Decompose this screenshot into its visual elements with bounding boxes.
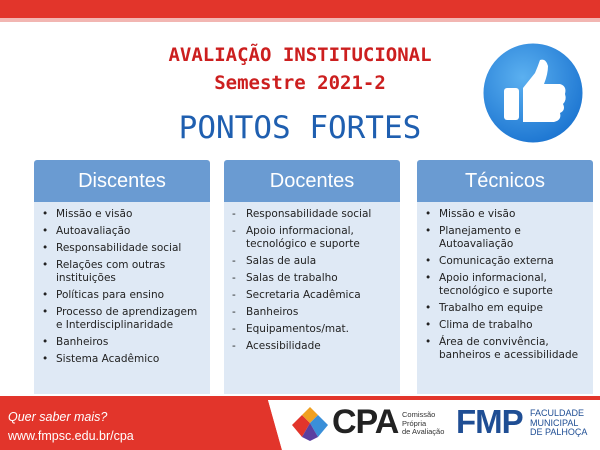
list-item: - Salas de trabalho (232, 272, 338, 284)
column-title: Docentes (224, 160, 400, 202)
column-tecnicos (417, 160, 593, 394)
list-item: - Secretaria Acadêmica (232, 289, 361, 301)
title-line-2: Semestre 2021-2 (214, 72, 386, 94)
item-list (40, 208, 204, 366)
list-item: • Área de convivência, banheiros e acessibilidade (425, 336, 579, 361)
item-list (230, 208, 394, 353)
list-item: • Missão e visão (42, 208, 133, 220)
list-item: • Banheiros (42, 336, 109, 348)
list-item: • Processo de aprendizagem e Interdisciplinaridade (42, 306, 198, 331)
list-item: • Planejamento e Autoavaliação (425, 225, 521, 250)
cpa-logo-icon (292, 407, 328, 441)
top-banner-shape (0, 0, 600, 22)
list-item: • Clima de trabalho (425, 319, 533, 331)
fmp-wordmark: FMP (456, 403, 523, 440)
list-item: • Autoavaliação (42, 225, 131, 237)
list-item: • Relações com outras instituições (42, 259, 166, 284)
cpa-subtitle: Comissão Própria de Avaliação (402, 410, 445, 436)
list-item: - Banheiros (232, 306, 299, 318)
list-item: • Responsabilidade social (42, 242, 182, 254)
cpa-wordmark: CPA (332, 403, 399, 441)
column-docentes (224, 160, 400, 394)
title-line-1: AVALIAÇÃO INSTITUCIONAL (168, 44, 432, 66)
list-item: - Acessibilidade (232, 340, 321, 352)
list-item: • Trabalho em equipe (425, 302, 543, 314)
list-item: • Comunicação externa (425, 255, 554, 267)
column-body (224, 202, 400, 394)
column-body (417, 202, 593, 394)
list-item: - Responsabilidade social (232, 208, 372, 220)
list-item: • Missão e visão (425, 208, 516, 220)
column-body (34, 202, 210, 394)
list-item: - Apoio informacional, tecnológico e suporte (232, 225, 360, 250)
top-banner (0, 0, 600, 22)
footer-question: Quer saber mais? (8, 410, 108, 424)
item-list (423, 208, 587, 362)
list-item: - Equipamentos/mat. (232, 323, 349, 335)
column-title: Técnicos (417, 160, 593, 202)
list-item: • Sistema Acadêmico (42, 353, 160, 365)
list-item: • Apoio informacional, tecnológico e suporte (425, 272, 553, 297)
column-title: Discentes (34, 160, 210, 202)
thumbs-up-icon (480, 40, 586, 146)
column-discentes (34, 160, 210, 394)
footer-url[interactable]: www.fmpsc.edu.br/cpa (8, 429, 134, 443)
headline: PONTOS FORTES (178, 110, 422, 146)
fmp-subtitle: FACULDADE MUNICIPAL DE PALHOÇA (530, 408, 588, 437)
list-item: • Políticas para ensino (42, 289, 165, 301)
list-item: - Salas de aula (232, 255, 317, 267)
